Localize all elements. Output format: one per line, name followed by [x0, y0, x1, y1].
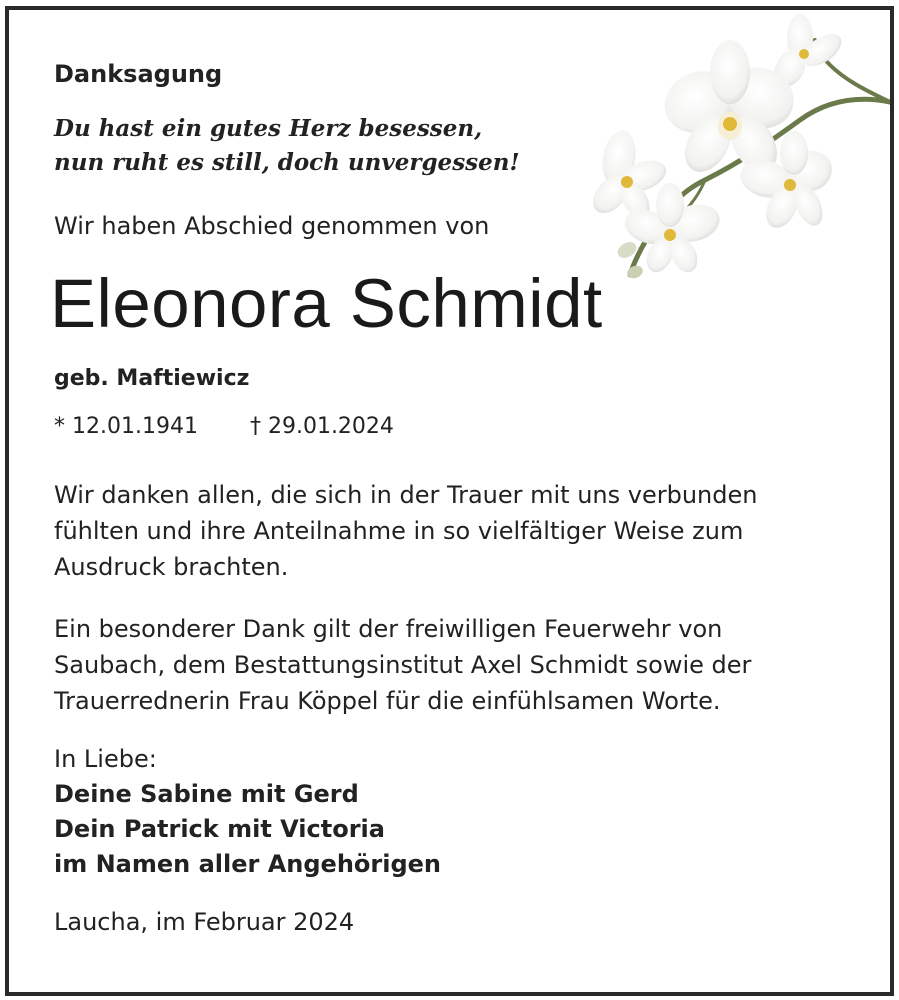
birth-date: * 12.01.1941: [54, 414, 198, 439]
white-orchid-icon: [585, 10, 890, 285]
signatory: Deine Sabine mit Gerd: [54, 780, 359, 808]
memorial-verse: [54, 112, 520, 180]
intro-text: Wir haben Abschied genommen von: [54, 212, 490, 240]
paragraph-line: Trauerrednerin Frau Köppel für die einfühlsamen Worte.: [54, 687, 721, 715]
deceased-name: Eleonora Schmidt: [50, 265, 603, 342]
paragraph-line: fühlten und ihre Anteilnahme in so vielfältiger Weise zum: [54, 517, 744, 545]
signatory: im Namen aller Angehörigen: [54, 850, 442, 878]
place-and-date: Laucha, im Februar 2024: [54, 908, 355, 936]
paragraph-line: Saubach, dem Bestattungsinstitut Axel Schmidt sowie der: [54, 651, 752, 679]
verse-line: Du hast ein gutes Herz besessen,: [54, 115, 483, 142]
thanks-paragraph: [54, 477, 757, 585]
verse-line: nun ruht es still, doch unvergessen!: [54, 149, 520, 176]
signature-block: [54, 742, 441, 882]
paragraph-line: Ausdruck brachten.: [54, 553, 289, 581]
maiden-name: geb. Maftiewicz: [54, 366, 250, 391]
closing-phrase: In Liebe:: [54, 745, 157, 773]
paragraph-line: Ein besonderer Dank gilt der freiwilligen Feuerwehr von: [54, 615, 723, 643]
signatory: Dein Patrick mit Victoria: [54, 815, 385, 843]
death-date: † 29.01.2024: [249, 414, 394, 439]
life-dates: [54, 414, 394, 439]
notice-heading: Danksagung: [54, 60, 223, 88]
special-thanks-paragraph: [54, 611, 751, 719]
paragraph-line: Wir danken allen, die sich in der Trauer mit uns verbunden: [54, 481, 758, 509]
